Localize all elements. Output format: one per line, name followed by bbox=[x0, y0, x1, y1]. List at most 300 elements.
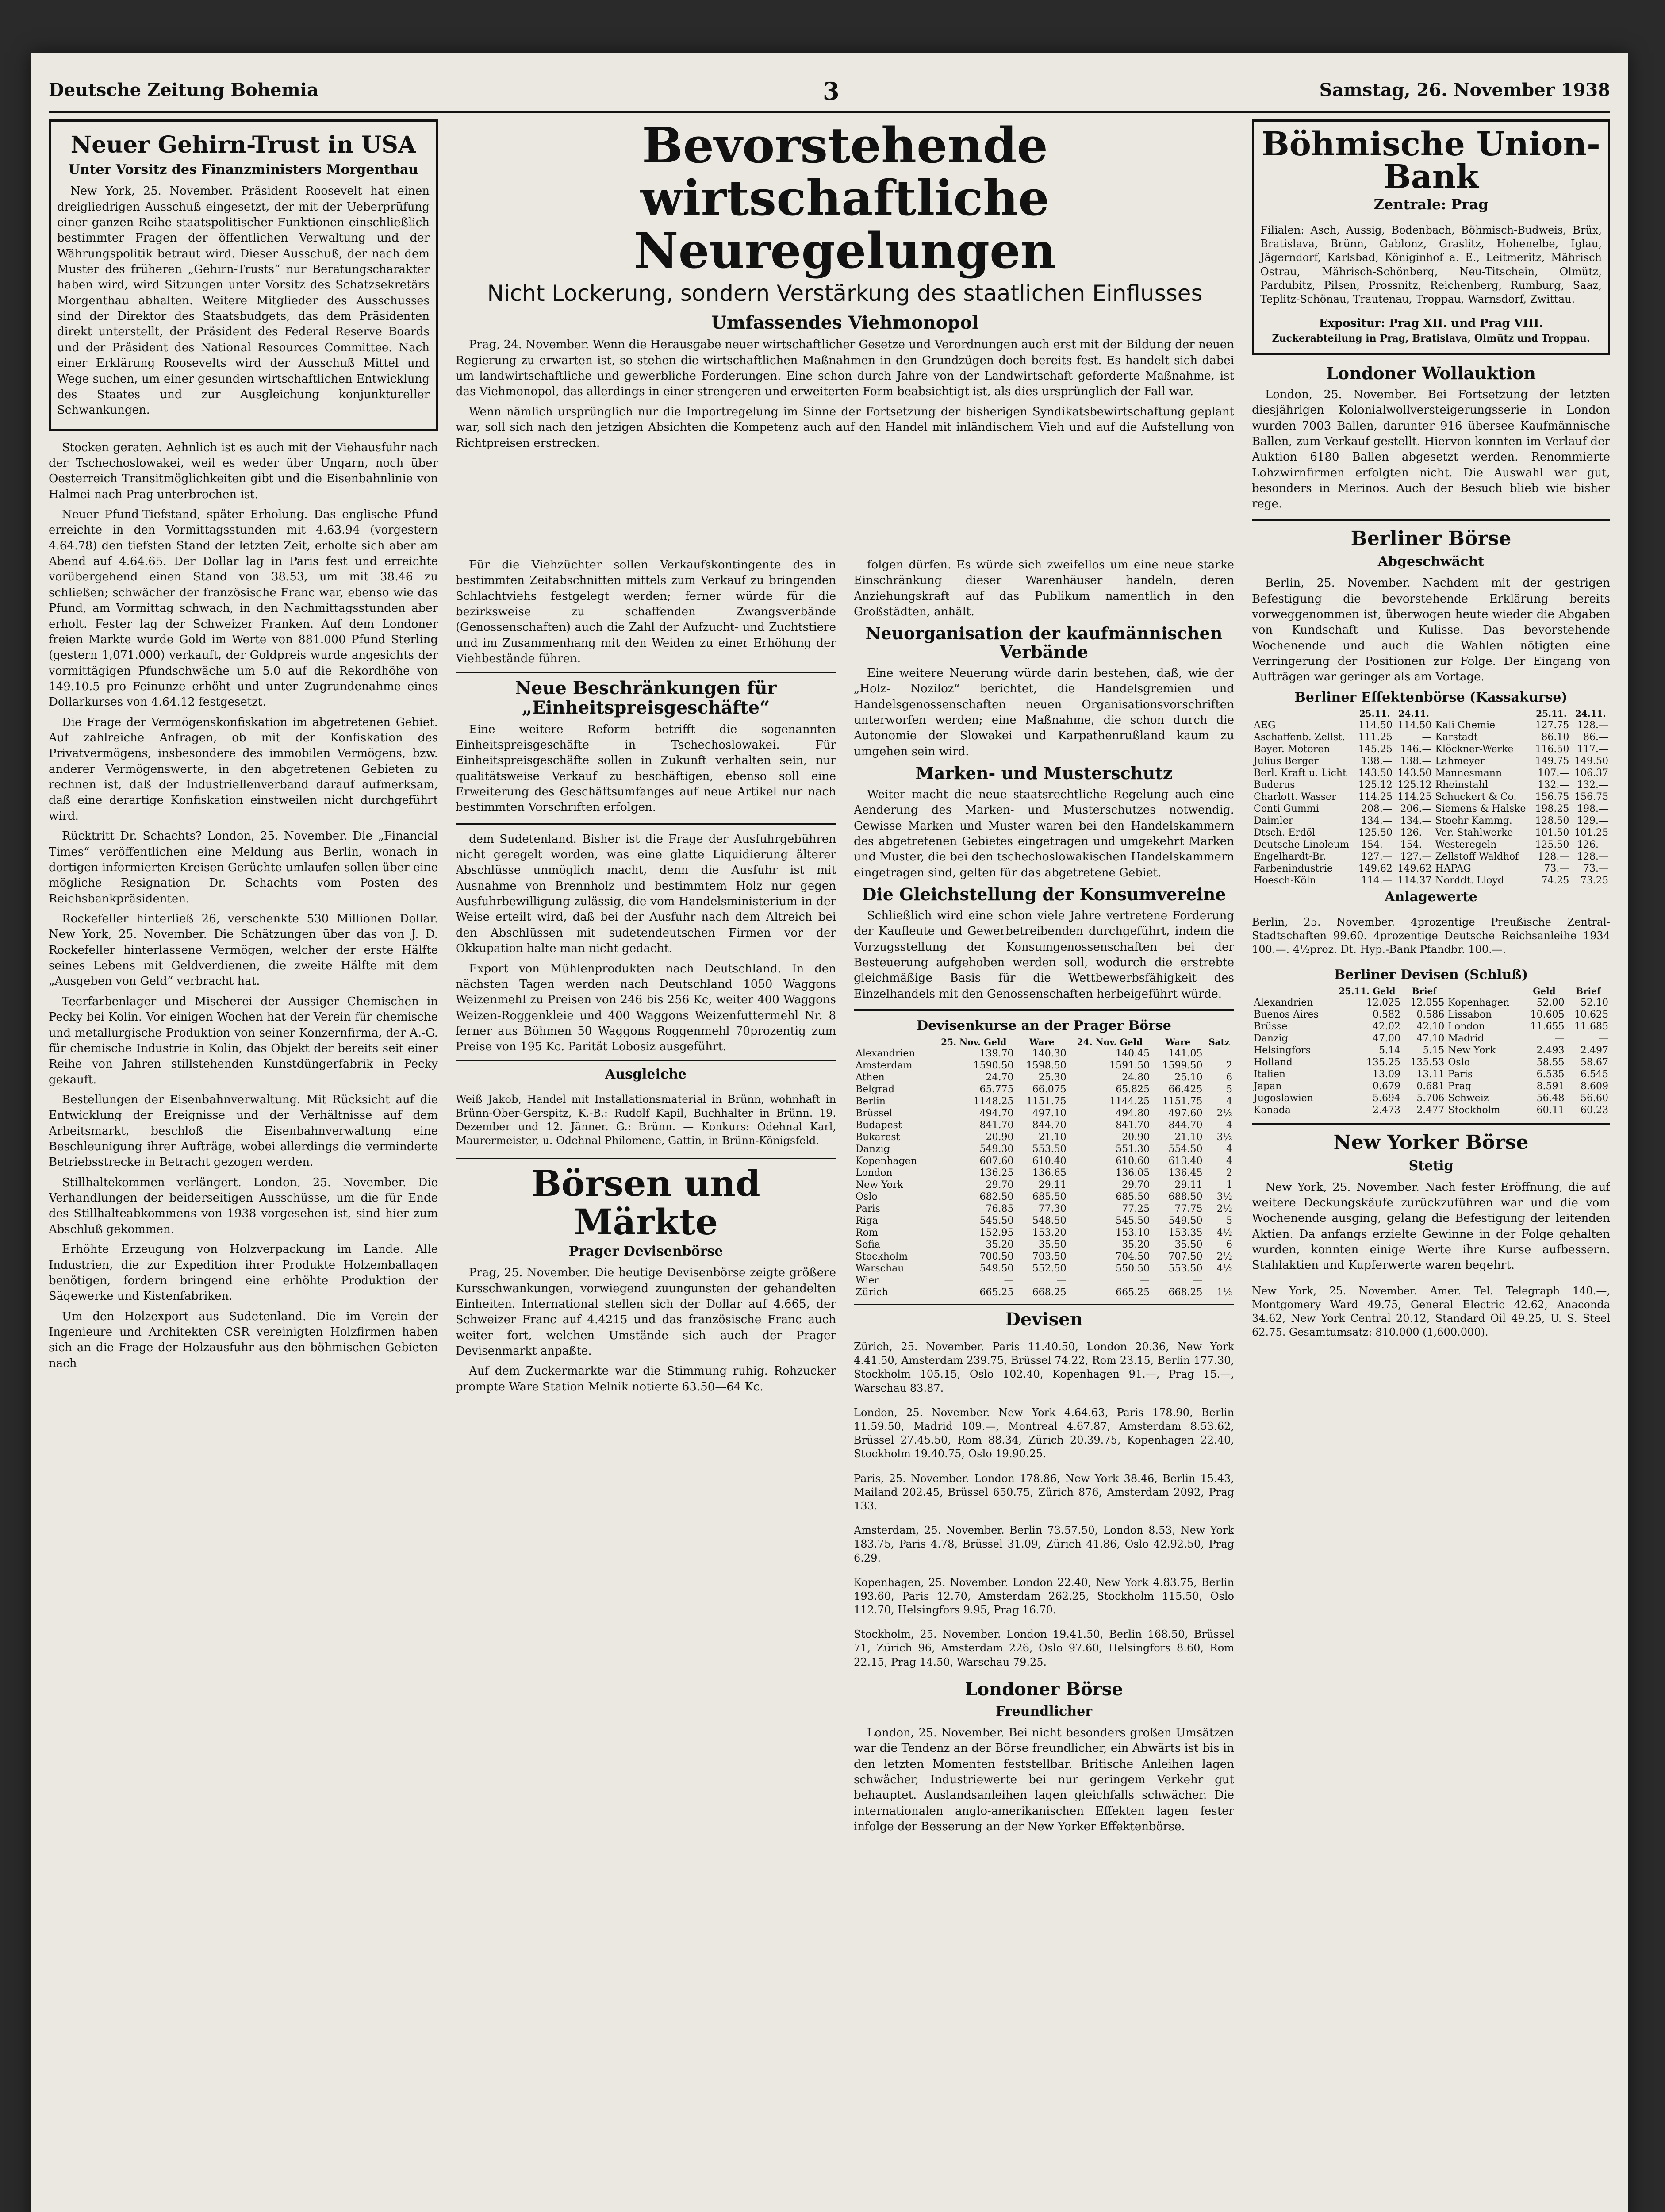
fx-cell: 700.50 bbox=[979, 1251, 1014, 1263]
eff-cell: 111.25 bbox=[1358, 731, 1393, 743]
fx-cell: 549.30 bbox=[979, 1144, 1014, 1155]
fx-cell: Brüssel bbox=[856, 1108, 893, 1119]
fx-cell bbox=[1204, 1048, 1234, 1060]
eff-cell: 138.— bbox=[1400, 755, 1432, 767]
fx-cell: 136.25 bbox=[979, 1167, 1014, 1179]
eff-cell: 134.— bbox=[1400, 815, 1432, 826]
fx-cell: 5 bbox=[1226, 1084, 1232, 1095]
fx-cell: 4 bbox=[1226, 1144, 1232, 1155]
fx-cell: — bbox=[1193, 1275, 1203, 1286]
fx-cell: 66.075 bbox=[1032, 1084, 1067, 1095]
article-text: dem Sudetenland. Bisher ist die Frage der Ausfuhrgebühren nicht geregelt worden, was eine glatte Liquidierung älterer Abschlüsse unmöglich macht, denn die Ausfuhr ist mit Ausnahme von Brennholz und bestimmtem Holz nur gegen Ausfuhrbewilligung zulässig, die vom Handelsministerium in der Weise erteilt wird, daß bei der Ausfuhr nach dem Altreich bei den Abschlüssen mit sudetendeutschen Firmen vor der Okkupation halte man nicht gedacht. bbox=[456, 832, 836, 956]
dev-cell: Italien bbox=[1254, 1069, 1285, 1080]
fx-cell: 1148.25 bbox=[973, 1096, 1014, 1107]
subhead-anlagewerte: Anlagewerte bbox=[1385, 889, 1477, 905]
eff-row bbox=[1252, 839, 1610, 851]
fx-cell: Budapest bbox=[856, 1120, 902, 1131]
dev-cell: 135.25 bbox=[1366, 1057, 1401, 1068]
dev-cell: Alexandrien bbox=[1254, 997, 1313, 1009]
fx-row bbox=[854, 1251, 1234, 1263]
devisen-text: Paris, 25. November. London 178.86, New York 38.46, Berlin 15.43, Mailand 202.45, Brüssel 650.75, Zürich 876, Amsterdam 2092, Prag 133. bbox=[854, 1472, 1234, 1512]
fx-cell: — bbox=[1140, 1275, 1150, 1286]
eff-cell: Stoehr Kammg. bbox=[1435, 815, 1512, 826]
fx-cell: 35.50 bbox=[1038, 1239, 1067, 1251]
article-text: Erhöhte Erzeugung von Holzverpackung im Lande. Alle Industrien, die zur Expedition ihrer Produkte Holzemballagen benötigen, fordern bringend eine erhöhte Produktion der Sägewerke und Kistenfabriken. bbox=[49, 1243, 438, 1303]
dev-cell: 13.09 bbox=[1373, 1069, 1401, 1080]
article-text: Weiter macht die neue staatsrechtliche Regelung auch eine Aenderung des Marken- und Musterschutzes notwendig. Gewisse Marken und Muster waren bei den Handelskammern des abgetretenen Gebietes eingetragen und umgekehrt Marken und Muster, die bei den tschechoslowakischen Handelskammern eingetragen sind, gelten für das abgetretene Gebiet. bbox=[854, 787, 1234, 879]
subhead-londoner-boerse-sub: Freundlicher bbox=[995, 1703, 1093, 1719]
eff-row bbox=[1252, 767, 1610, 779]
fx-cell: 841.70 bbox=[979, 1120, 1014, 1131]
article-text: Prag, 25. November. Die heutige Devisenbörse zeigte größere Kursschwankungen, vorwiegend zuungunsten der gehandelten Einheiten. International stellen sich der Dollar auf 4.665, der Schweizer Franc auf 4.4215 und das französische Franc auch weiter fort, welchen Umstände sich auch der Prager Devisenmarkt anpaßte. bbox=[456, 1266, 836, 1358]
eff-row bbox=[1252, 779, 1610, 791]
eff-cell: 132.— bbox=[1538, 779, 1569, 791]
eff-cell: 128.— bbox=[1538, 851, 1569, 862]
fx-row bbox=[854, 1048, 1234, 1060]
subhead-konsumvereine: Die Gleichstellung der Konsumvereine bbox=[862, 884, 1226, 905]
article-text: Auf dem Zuckermarkte war die Stimmung ruhig. Rohzucker prompte Ware Station Melnik notierte 63.50—64 Kc. bbox=[456, 1364, 836, 1394]
dev-cell: Lissabon bbox=[1448, 1009, 1492, 1021]
dev-cell: Madrid bbox=[1448, 1033, 1484, 1045]
fx-cell: 136.65 bbox=[1032, 1167, 1067, 1179]
fx-row bbox=[854, 1071, 1234, 1083]
dev-cell: Japan bbox=[1254, 1081, 1282, 1092]
dev-cell: 10.625 bbox=[1574, 1009, 1608, 1021]
eff-row bbox=[1252, 827, 1610, 839]
eff-cell: 117.— bbox=[1577, 743, 1608, 755]
dev-cell: 13.11 bbox=[1416, 1069, 1445, 1080]
fx-cell: 2½ bbox=[1216, 1203, 1232, 1215]
fx-cell: 77.30 bbox=[1038, 1203, 1067, 1215]
fx-cell: 35.50 bbox=[1174, 1239, 1203, 1251]
notices-text: Weiß Jakob, Handel mit Installationsmaterial in Brünn, wohnhaft in Brünn-Ober-Gerspitz, K.-B.: Rudolf Kapil, Buchhalter in Brünn. 19. Dezember und 12. Jänner. G.: Brünn. — Konkurs: Odehnal Karl, Maurermeister, u. Odehnal Philomene, Gattin, in Brünn-Königsfeld. bbox=[456, 1093, 836, 1147]
dev-cell: 58.67 bbox=[1581, 1057, 1608, 1068]
fx-cell: 77.75 bbox=[1174, 1203, 1203, 1215]
notices-title: Ausgleiche bbox=[605, 1066, 687, 1082]
eff-cell: 114.50 bbox=[1358, 719, 1393, 731]
fx-cell: 668.25 bbox=[1168, 1287, 1203, 1298]
devisen-text: Kopenhagen, 25. November. London 22.40, New York 4.83.75, Berlin 193.60, Paris 12.70, Amsterdam 262.25, Stockholm 115.50, Oslo 112.70, Helsingfors 9.95, Prag 16.70. bbox=[854, 1576, 1234, 1617]
eff-cell: 73.— bbox=[1544, 863, 1569, 874]
eff-cell: Deutsche Linoleum bbox=[1254, 839, 1349, 850]
eff-cell: Engelhardt-Br. bbox=[1254, 851, 1326, 862]
fx-cell: Wien bbox=[856, 1275, 881, 1286]
fx-cell: 4 bbox=[1226, 1096, 1232, 1107]
fx-row bbox=[854, 1131, 1234, 1143]
eff-cell: 208.— bbox=[1361, 803, 1393, 814]
eff-cell: 126.— bbox=[1577, 839, 1608, 850]
eff-cell: 74.25 bbox=[1541, 875, 1569, 886]
fx-col-header: Satz bbox=[1208, 1037, 1230, 1048]
eff-row bbox=[1252, 743, 1610, 755]
fx-cell: 4 bbox=[1226, 1120, 1232, 1131]
eff-cell: 198.25 bbox=[1535, 803, 1569, 814]
fx-cell: 707.50 bbox=[1168, 1251, 1203, 1263]
bank-exp: Expositur: Prag XII. und Prag VIII. bbox=[1319, 317, 1543, 330]
dev-cell: 135.53 bbox=[1410, 1057, 1445, 1068]
dev-cell: 2.497 bbox=[1581, 1045, 1608, 1056]
dev-cell: 42.02 bbox=[1373, 1021, 1401, 1033]
dev-col-header bbox=[1252, 985, 1332, 997]
dev-cell: 10.605 bbox=[1530, 1009, 1565, 1021]
eff-cell: 156.75 bbox=[1574, 791, 1608, 803]
fx-cell: 1151.75 bbox=[1026, 1096, 1067, 1107]
eff-cell: HAPAG bbox=[1435, 863, 1471, 874]
bank-foot: Zuckerabteilung in Prag, Bratislava, Olmütz und Troppau. bbox=[1272, 333, 1590, 345]
eff-cell: 114.37 bbox=[1397, 875, 1432, 886]
fx-row bbox=[854, 1095, 1234, 1107]
fx-cell: New York bbox=[856, 1179, 903, 1191]
fx-row bbox=[854, 1215, 1234, 1227]
dev-row bbox=[1252, 1056, 1610, 1068]
fx-cell: 29.70 bbox=[1122, 1179, 1150, 1191]
devisen-text: Zürich, 25. November. Paris 11.40.50, London 20.36, New York 4.41.50, Amsterdam 239.75, Brüssel 74.22, Rom 23.15, Berlin 177.30, Stockholm 105.15, Oslo 102.40, Kopenhagen 91.—, Prag 15.—, Warschau 83.87. bbox=[854, 1340, 1234, 1394]
eff-col-header bbox=[1252, 708, 1355, 719]
fx-cell: 685.50 bbox=[1032, 1191, 1067, 1203]
article-text: Eine weitere Neuerung würde darin bestehen, daß, wie der „Holz- Noziloz“ berichtet, die Handelsgremien und Handelsgenossenschaften neuen Organisationsvorschriften unterworfen werden; eine Maßnahme, die schon durch die Autonomie der Slowakei und Karpathenrußland kaum zu umgehen sein wird. bbox=[854, 667, 1234, 758]
subhead-viehmonopol: Umfassendes Viehmonopol bbox=[711, 312, 979, 334]
eff-cell: Dtsch. Erdöl bbox=[1254, 827, 1316, 838]
fx-cell: Stockholm bbox=[856, 1251, 908, 1263]
column-4 bbox=[1252, 119, 1610, 2212]
eff-col-header: 24.11. bbox=[1575, 708, 1606, 719]
dev-cell: 0.679 bbox=[1373, 1081, 1401, 1092]
fx-cell: 688.50 bbox=[1168, 1191, 1203, 1203]
dev-cell: 56.48 bbox=[1536, 1093, 1565, 1104]
gehirn-trust-box bbox=[49, 119, 438, 431]
fx-cell: 665.25 bbox=[979, 1287, 1014, 1298]
subhead-neuorganisation: Neuorganisation der kaufmännischen Verbände bbox=[865, 623, 1223, 662]
fx-row bbox=[854, 1179, 1234, 1191]
fx-cell: 545.50 bbox=[1116, 1215, 1150, 1227]
eff-cell: 145.25 bbox=[1358, 743, 1393, 755]
subhead-devisen: Devisen bbox=[1005, 1309, 1083, 1330]
eff-cell: 128.— bbox=[1577, 719, 1608, 731]
dev-col-header: Geld bbox=[1533, 986, 1556, 997]
dev-cell: Kopenhagen bbox=[1448, 997, 1510, 1009]
eff-cell: 143.50 bbox=[1358, 767, 1393, 779]
devisen-table-title: Berliner Devisen (Schluß) bbox=[1334, 967, 1528, 983]
newspaper-page bbox=[31, 53, 1628, 2212]
fx-cell: 153.35 bbox=[1168, 1227, 1203, 1239]
eff-row bbox=[1252, 875, 1610, 887]
eff-cell: 73.25 bbox=[1581, 875, 1608, 886]
dev-row bbox=[1252, 997, 1610, 1009]
fx-row bbox=[854, 1107, 1234, 1119]
eff-cell: 138.— bbox=[1361, 755, 1393, 767]
dev-cell: Schweiz bbox=[1448, 1093, 1489, 1104]
fx-cell: 141.05 bbox=[1168, 1048, 1203, 1060]
dev-cell: 5.15 bbox=[1423, 1045, 1445, 1056]
eff-cell: 125.50 bbox=[1535, 839, 1569, 850]
fx-cell: 685.50 bbox=[1116, 1191, 1150, 1203]
fx-cell: 65.825 bbox=[1116, 1084, 1150, 1095]
dev-cell: 56.60 bbox=[1581, 1093, 1608, 1104]
dev-cell: 47.10 bbox=[1416, 1033, 1445, 1045]
eff-cell: Farbenindustrie bbox=[1254, 863, 1333, 874]
eff-cell: Siemens & Halske bbox=[1435, 803, 1526, 814]
dev-row bbox=[1252, 1033, 1610, 1045]
fx-cell: 25.30 bbox=[1038, 1072, 1067, 1083]
fx-cell: 20.90 bbox=[986, 1132, 1014, 1143]
fx-cell: 613.40 bbox=[1168, 1156, 1203, 1167]
eff-cell: Karstadt bbox=[1435, 731, 1478, 743]
fx-col-header: Ware bbox=[1165, 1037, 1191, 1048]
article-text: Berlin, 25. November. Nachdem mit der gestrigen Befestigung die bevorstehende Erklärung bereits vorweggenommen ist, überwogen heute wieder die Abgaben von Kundschaft und Kulisse. Das bevorstehende Wochenende und auch die Wahlen nötigten eine Verringerung der Positionen zur Folge. Der Eingang von Aufträgen war geringer als am Vortage. bbox=[1252, 576, 1610, 684]
dev-cell: London bbox=[1448, 1021, 1485, 1033]
fx-cell: 844.70 bbox=[1168, 1120, 1203, 1131]
article-text: Prag, 24. November. Wenn die Herausgabe neuer wirtschaftlicher Gesetze und Verordnungen auch erst mit der Bildung der neuen Regierung zu erwarten ist, so stehen die wirtschaftlichen Maßnahmen in den Grundzügen doch bereits fest. Es handelt sich dabei um landwirtschaftliche und gewerbliche Forderungen. Eine schon durch Jahre von der Landwirtschaft geforderte Maßnahme, ist das Viehmonopol, das allerdings in einer strengeren und erweiterten Form beabsichtigt ist, als dies ursprünglich der Fall war. bbox=[456, 338, 1234, 399]
eff-cell: 134.— bbox=[1361, 815, 1393, 826]
eff-row bbox=[1252, 863, 1610, 875]
fx-cell: 551.30 bbox=[1116, 1144, 1150, 1155]
dev-cell: 6.535 bbox=[1536, 1069, 1565, 1080]
fx-cell: 494.80 bbox=[1116, 1108, 1150, 1119]
fx-cell: Danzig bbox=[856, 1144, 890, 1155]
fx-cell: Bukarest bbox=[856, 1132, 900, 1143]
eff-cell: 127.75 bbox=[1535, 719, 1569, 731]
dev-row bbox=[1252, 1104, 1610, 1116]
fx-cell: 153.10 bbox=[1116, 1227, 1150, 1239]
dev-cell: Brüssel bbox=[1254, 1021, 1291, 1033]
dev-cell: 52.00 bbox=[1536, 997, 1565, 1009]
fx-col-header: 25. Nov. Geld bbox=[941, 1037, 1007, 1048]
subhead-berliner-boerse-sub: Abgeschwächt bbox=[1377, 554, 1485, 570]
fx-cell: Amsterdam bbox=[856, 1060, 913, 1071]
eff-table bbox=[1252, 708, 1610, 887]
fx-cell: 610.60 bbox=[1116, 1156, 1150, 1167]
fx-row bbox=[854, 1275, 1234, 1286]
dev-cell: 0.586 bbox=[1416, 1009, 1445, 1021]
dev-cell: Buenos Aires bbox=[1254, 1009, 1319, 1021]
bank-branches: Filialen: Asch, Aussig, Bodenbach, Böhmisch-Budweis, Brüx, Bratislava, Brünn, Gablonz, Graslitz, Hohenelbe, Iglau, Jägerndorf, Karlsbad, Königinhof a. E., Leitmeritz, Mährisch Ostrau, Mährisch-Schönberg, Neu-Titschein, Olmütz, Pardubitz, Pilsen, Prossnitz, Reichenberg, Rumburg, Saaz, Teplitz-Schönau, Trautenau, Troppau, Warnsdorf, Zwittau. bbox=[1260, 224, 1602, 305]
eff-cell: — bbox=[1422, 731, 1432, 743]
eff-cell: Berl. Kraft u. Licht bbox=[1254, 767, 1347, 779]
fx-cell: 668.25 bbox=[1032, 1287, 1067, 1298]
fx-cell: 548.50 bbox=[1032, 1215, 1067, 1227]
column-3 bbox=[854, 557, 1234, 2212]
fx-cell: 76.85 bbox=[986, 1203, 1014, 1215]
fx-cell: 152.95 bbox=[979, 1227, 1014, 1239]
eff-cell: 101.25 bbox=[1574, 827, 1608, 838]
dev-cell: Jugoslawien bbox=[1254, 1093, 1313, 1104]
article-text: New York, 25. November. Nach fester Eröffnung, die auf weitere Deckungskäufe zurückzuführen war und die vom Wochenende ausging, gelang die Befestigung der leitenden Aktien. Da anfangs erzielte Gewinne in der Folge gehalten wurden, konnten einige Werte ihre Kurse aufbessern. Stahlaktien und Kupferwerte waren begehrt. bbox=[1252, 1180, 1610, 1272]
eff-cell: 128.— bbox=[1577, 851, 1608, 862]
eff-cell: 198.— bbox=[1577, 803, 1608, 814]
fx-row bbox=[854, 1119, 1234, 1131]
fx-cell: — bbox=[1056, 1275, 1067, 1286]
article-text: Um den Holzexport aus Sudetenland. Die im Verein der Ingenieure und Architekten CSR vereinigten Holzfirmen haben sich an die Frage der Holzausfuhr aus den böhmischen Gebieten nach bbox=[49, 1310, 438, 1370]
eff-cell: 128.50 bbox=[1535, 815, 1569, 826]
article-text: Export von Mühlenprodukten nach Deutschland. In den nächsten Tagen werden nach Deutschland 1050 Waggons Weizenmehl zu Preisen von 246 bis 256 Kc, weiter 400 Waggons Weizen-Roggenkleie und 400 Waggons Weizenfuttermehl Nr. 8 ferner aus Böhmen 50 Waggons Roggenmehl 70prozentig zum Preise von 195 Kc. Parität Lobosiz ausgeführt. bbox=[456, 962, 836, 1054]
fx-cell: 29.11 bbox=[1038, 1179, 1067, 1191]
dev-cell: 8.591 bbox=[1536, 1081, 1565, 1092]
subhead-gehirn-trust: Unter Vorsitz des Finanzministers Morgenthau bbox=[68, 162, 418, 178]
anlagewerte-text: Berlin, 25. November. 4prozentige Preußische Zentral-Stadtschaften 99.60. 4prozentige Deutsche Reichsanleihe 1934 100.—. 4½proz. Dt. Hyp.-Bank Pfandbr. 100.—. bbox=[1252, 915, 1610, 956]
fx-cell: 21.10 bbox=[1038, 1132, 1067, 1143]
fx-cell: 550.50 bbox=[1116, 1263, 1150, 1275]
fx-cell: 4½ bbox=[1216, 1227, 1232, 1239]
fx-cell: 21.10 bbox=[1174, 1132, 1203, 1143]
fx-cell: 66.425 bbox=[1168, 1084, 1203, 1095]
fx-row bbox=[854, 1286, 1234, 1298]
eff-cell: 149.75 bbox=[1535, 755, 1569, 767]
fx-cell: Paris bbox=[856, 1203, 880, 1215]
headline-gehirn-trust: Neuer Gehirn-Trust in USA bbox=[70, 131, 416, 158]
article-text: Neuer Pfund-Tiefstand, später Erholung. Das englische Pfund erreichte in den Vormittagsstunden mit 4.63.94 (vorgestern 4.64.78) den tiefsten Stand der letzten Zeit, erholte sich aber am Abend auf 4.64.65. Der Dollar lag in Paris fest und erreichte vorübergehend einen Stand von 38.53, um mit 38.46 zu schließen; schwächer der französische Franc war, ebenso wie das Pfund, am Vormittag schwach, in den Nachmittagsstunden aber erholt. Fester lag der Schweizer Franken. Auf dem Londoner freien Markte wurde Gold im Werte von 881.000 Pfund Sterling (gestern 1,071.000) verkauft, der Goldpreis wurde angesichts der vormittägigen Pfundschwäche um 5.0 auf die Rekordhöhe von 149.10.5 pro Feinunze erhöht und unter Zugrundenahme eines Dollarkurses von 4.64.12 festgesetzt. bbox=[49, 508, 438, 709]
eff-cell: 146.— bbox=[1400, 743, 1432, 755]
eff-table-title: Berliner Effektenbörse (Kassakurse) bbox=[1294, 689, 1568, 705]
bank-sub: Zentrale: Prag bbox=[1373, 196, 1489, 213]
eff-cell: 116.50 bbox=[1535, 743, 1569, 755]
dev-cell: 42.10 bbox=[1416, 1021, 1445, 1033]
fx-cell: 553.50 bbox=[1168, 1263, 1203, 1275]
page-number: 3 bbox=[823, 77, 840, 105]
dev-cell: Holland bbox=[1254, 1057, 1293, 1068]
fx-cell: London bbox=[856, 1167, 893, 1179]
fx-cell: 24.70 bbox=[986, 1072, 1014, 1083]
article-text: folgen dürfen. Es würde sich zweifellos um eine neue starke Einschränkung dieser Warenhäuser handeln, deren Anziehungskraft auf das Publikum namentlich in den Großstädten, anhält. bbox=[854, 558, 1234, 619]
subhead-new-yorker-boerse-sub: Stetig bbox=[1408, 1158, 1454, 1174]
dev-cell: Danzig bbox=[1254, 1033, 1288, 1045]
eff-cell: 129.— bbox=[1577, 815, 1608, 826]
devisen-text: Amsterdam, 25. November. Berlin 73.57.50, London 8.53, New York 183.75, Paris 4.78, Brüssel 31.09, Zürich 41.86, Oslo 42.92.50, Prag 6.29. bbox=[854, 1524, 1234, 1564]
fx-cell: — bbox=[1004, 1275, 1014, 1286]
dev-row bbox=[1252, 1080, 1610, 1092]
column-2 bbox=[456, 557, 836, 2212]
fx-cell: 1598.50 bbox=[1026, 1060, 1067, 1071]
dev-cell: 52.10 bbox=[1581, 997, 1608, 1009]
dev-cell: 0.681 bbox=[1416, 1081, 1445, 1092]
masthead bbox=[49, 71, 1610, 113]
fx-cell: 3½ bbox=[1216, 1132, 1232, 1143]
fx-cell: 6 bbox=[1226, 1239, 1232, 1251]
dev-cell: — bbox=[1554, 1033, 1565, 1045]
dev-cell: 0.582 bbox=[1373, 1009, 1401, 1021]
dev-col-header bbox=[1446, 985, 1522, 997]
fx-cell: 29.70 bbox=[986, 1179, 1014, 1191]
dev-row bbox=[1252, 1009, 1610, 1021]
eff-row bbox=[1252, 851, 1610, 863]
fx-cell: Oslo bbox=[856, 1191, 878, 1203]
fx-cell: 2½ bbox=[1216, 1251, 1232, 1263]
dev-cell: 5.706 bbox=[1416, 1093, 1445, 1104]
fx-cell: Kopenhagen bbox=[856, 1156, 917, 1167]
fx-cell: 65.775 bbox=[979, 1084, 1014, 1095]
dev-cell: 2.473 bbox=[1373, 1105, 1401, 1116]
article-text: Für die Viehzüchter sollen Verkaufskontingente des in bestimmten Zeitabschnitten mittels zum Verkauf zu bringenden Schlachtviehs festgelegt werden; ferner würde für die bezirksweise zu schaffenden Zwangsverbände (Genossenschaften) auch die Zahl der Aufzucht- und Zuchtstiere und im Zusammenhang mit den Weiden zu einer Erhöhung der Viehbestände führen. bbox=[456, 558, 836, 666]
fx-cell: 1½ bbox=[1216, 1287, 1232, 1298]
fx-cell: 1591.50 bbox=[1109, 1060, 1150, 1071]
eff-cell: 107.— bbox=[1538, 767, 1569, 779]
eff-cell: 114.25 bbox=[1358, 791, 1393, 803]
fx-cell: Sofia bbox=[856, 1239, 881, 1251]
fx-cell: 1151.75 bbox=[1162, 1096, 1203, 1107]
eff-row bbox=[1252, 731, 1610, 743]
article-text: Schließlich wird eine schon viele Jahre vertretene Forderung der Kaufleute und Gewerbetreibenden durchgeführt, indem die Vorzugsstellung der Konsumgenossenschaften bei der Besteuerung aufgehoben werden soll, wodurch die erstrebte gleichmäßige Basis für die Wettbewerbsfähigkeit des Einzelhandels mit den Genossenschaften herbeigeführt würde. bbox=[854, 909, 1234, 1001]
article-text: Bestellungen der Eisenbahnverwaltung. Mit Rücksicht auf die Entwicklung der Ereignisse und der Verhältnisse auf dem Arbeitsmarkt, beschloß die Eisenbahnverwaltung eine Beschleunigung ihrer Aufträge, wobei allerdings die verminderte Betriebsstrecke in Betracht gezogen werden. bbox=[49, 1093, 438, 1169]
fx-row bbox=[854, 1263, 1234, 1275]
dev-row bbox=[1252, 1021, 1610, 1033]
fx-cell: 1599.50 bbox=[1162, 1060, 1203, 1071]
fx-cell: 610.40 bbox=[1032, 1156, 1067, 1167]
fx-table bbox=[854, 1036, 1234, 1298]
dev-cell: 47.00 bbox=[1373, 1033, 1401, 1045]
fx-cell: 136.05 bbox=[1116, 1167, 1150, 1179]
fx-col-header bbox=[854, 1036, 932, 1048]
article-text: London, 25. November. Bei nicht besonders großen Umsätzen war die Tendenz an der Börse freundlicher, ein Abwärts ist bis in den letzten Momenten feststellbar. Britische Anleihen lagen schwächer, Industriewerte bei nur geringem Verkehr gut behauptet. Auslandsanleihen lagen gleichfalls schwächer. Die internationalen anglo-amerikanischen Effekten lagen fester infolge der Besserung an der New Yorker Effektenbörse. bbox=[854, 1726, 1234, 1833]
dev-cell: 8.609 bbox=[1581, 1081, 1608, 1092]
fx-cell: 1590.50 bbox=[973, 1060, 1014, 1071]
eff-cell: Charlott. Wasser bbox=[1254, 791, 1336, 803]
fx-cell: Athen bbox=[856, 1072, 885, 1083]
fx-row bbox=[854, 1155, 1234, 1167]
paper-name: Deutsche Zeitung Bohemia bbox=[49, 80, 318, 100]
bank-advertisement bbox=[1252, 119, 1610, 355]
article-text: London, 25. November. Bei Fortsetzung der letzten diesjährigen Kolonialwollversteigerungsserie in London wurden 7003 Ballen, darunter 916 übersee Kaufmännische Ballen, zum Verkauf gestellt. Hiervon konnten im Verlauf der Auktion 6180 Ballen abgesetzt werden. Renommierte Lohzwirnfirmen erfolgten nicht. Die Auswahl war gut, besonders in Merinos. Auch der Besuch blieb wie bisher rege. bbox=[1252, 388, 1610, 511]
eff-cell: 154.— bbox=[1400, 839, 1432, 850]
eff-cell: 206.— bbox=[1400, 803, 1432, 814]
subhead-berliner-boerse: Berliner Börse bbox=[1350, 527, 1512, 550]
fx-row bbox=[854, 1083, 1234, 1095]
fx-cell: 5 bbox=[1226, 1215, 1232, 1227]
fx-cell: 139.70 bbox=[979, 1048, 1014, 1060]
fx-cell: 1 bbox=[1226, 1179, 1232, 1191]
fx-row bbox=[854, 1060, 1234, 1071]
dev-cell: 6.545 bbox=[1581, 1069, 1608, 1080]
eff-cell: 143.50 bbox=[1397, 767, 1432, 779]
dev-cell: 11.655 bbox=[1530, 1021, 1565, 1033]
lead-story-header bbox=[456, 119, 1234, 553]
eff-cell: Lahmeyer bbox=[1435, 755, 1485, 767]
fx-row bbox=[854, 1167, 1234, 1179]
fx-row bbox=[854, 1191, 1234, 1203]
dev-cell: Oslo bbox=[1448, 1057, 1470, 1068]
eff-cell: Aschaffenb. Zellst. bbox=[1254, 731, 1346, 743]
fx-cell: 2 bbox=[1226, 1167, 1232, 1179]
fx-cell: 549.50 bbox=[1168, 1215, 1203, 1227]
fx-cell: 35.20 bbox=[986, 1239, 1014, 1251]
fx-cell: 6 bbox=[1226, 1072, 1232, 1083]
dev-cell: Prag bbox=[1448, 1081, 1471, 1092]
eff-cell: Mannesmann bbox=[1435, 767, 1502, 779]
fx-cell: 29.11 bbox=[1174, 1179, 1203, 1191]
fx-col-header: 24. Nov. Geld bbox=[1077, 1037, 1143, 1048]
fx-row bbox=[854, 1203, 1234, 1215]
subhead-wollauktion: Londoner Wollauktion bbox=[1326, 363, 1536, 384]
eff-cell: 149.62 bbox=[1358, 863, 1393, 874]
dev-row bbox=[1252, 1045, 1610, 1056]
fx-cell: 3½ bbox=[1216, 1191, 1232, 1203]
eff-cell: Norddt. Lloyd bbox=[1435, 875, 1504, 886]
eff-cell: AEG bbox=[1254, 719, 1276, 731]
fx-cell: Alexandrien bbox=[856, 1048, 915, 1060]
eff-cell: Hoesch-Köln bbox=[1254, 875, 1316, 886]
eff-col-header: 25.11. bbox=[1359, 708, 1390, 719]
fx-cell: 24.80 bbox=[1122, 1072, 1150, 1083]
fx-row bbox=[854, 1239, 1234, 1251]
article-text: Teerfarbenlager und Mischerei der Aussiger Chemischen in Pecky bei Kolin. Vor einigen Wochen hat der Verein für chemische und metallurgische Produktion von seiner Konzernfirma, der A.-G. für chemische Industrie in Kolin, das Objekt der bereits seit einer Reihe von Jahren stillstehenden Kunstdüngerfabrik in Pecky gekauft. bbox=[49, 995, 438, 1087]
fx-cell: 665.25 bbox=[1116, 1287, 1150, 1298]
article-text: Rockefeller hinterließ 26, verschenkte 530 Millionen Dollar. New York, 25. November. Die Schätzungen über das von J. D. Rockefeller hinterlassene Vermögen, welcher der erste Hälfte seines Lebens mit Geldverdienen, die zweite Hälfte mit dem „Ausgeben von Geld“ verbracht hat. bbox=[49, 912, 438, 988]
eff-cell: 149.62 bbox=[1397, 863, 1432, 874]
dev-col-header: Brief bbox=[1412, 986, 1437, 997]
subhead-londoner-boerse: Londoner Börse bbox=[965, 1678, 1123, 1700]
fx-cell: 2 bbox=[1226, 1060, 1232, 1071]
issue-date: Samstag, 26. November 1938 bbox=[1319, 80, 1610, 100]
fx-cell: 703.50 bbox=[1032, 1251, 1067, 1263]
eff-cell: Kali Chemie bbox=[1435, 719, 1496, 731]
